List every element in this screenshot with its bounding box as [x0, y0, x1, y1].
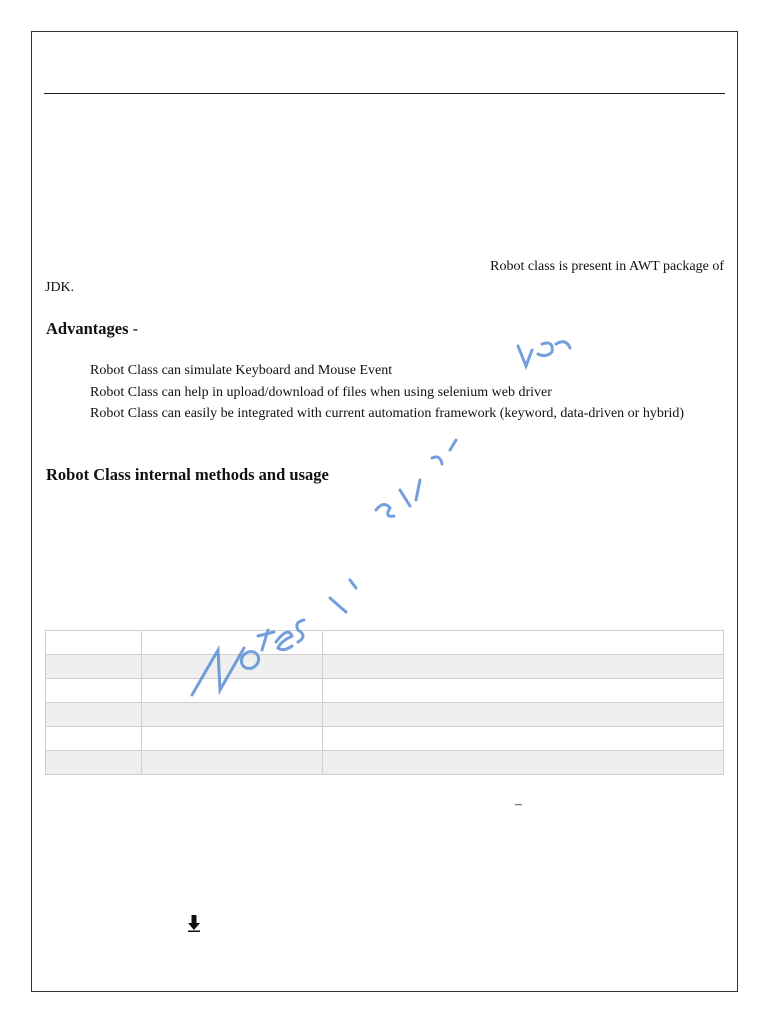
intro-text-line2: JDK.: [45, 280, 75, 295]
table-cell: [142, 679, 323, 703]
table-cell: [46, 631, 142, 655]
table-cell: [46, 703, 142, 727]
methods-table: [45, 630, 724, 775]
table-cell: [142, 631, 323, 655]
table-cell: [46, 655, 142, 679]
methods-heading: Robot Class internal methods and usage: [46, 465, 329, 484]
advantages-heading-text: Advantages: [46, 319, 129, 338]
header-rule: [44, 93, 725, 94]
stray-dash-mark: –: [515, 797, 522, 812]
table-cell: [323, 727, 724, 751]
table-cell: [323, 655, 724, 679]
table-cell: [323, 703, 724, 727]
table-cell: [46, 727, 142, 751]
table-cell: [323, 631, 724, 655]
list-item: Robot Class can help in upload/download of files when using selenium web driver: [90, 384, 552, 400]
advantages-list: [90, 360, 720, 425]
table-cell: [142, 727, 323, 751]
table-cell: [46, 751, 142, 775]
table-cell: [142, 751, 323, 775]
page-border: [31, 31, 738, 992]
table-cell: [323, 679, 724, 703]
list-item: Robot Class can simulate Keyboard and Mouse Event: [90, 363, 393, 378]
table-cell: [142, 655, 323, 679]
table-row: [46, 727, 724, 751]
down-arrow-icon: [187, 914, 201, 932]
table-cell: [142, 703, 323, 727]
advantages-heading-dash: -: [128, 319, 139, 338]
table-cell: [323, 751, 724, 775]
table-row: [46, 703, 724, 727]
table-row: [46, 655, 724, 679]
table-cell: [46, 679, 142, 703]
table-row: [46, 631, 724, 655]
advantages-heading: [46, 319, 138, 339]
intro-text-line1: Robot class is present in AWT package of: [490, 259, 724, 274]
list-item: Robot Class can easily be integrated with current automation framework (keyword, data-driven or hybrid): [90, 406, 685, 421]
table-row: [46, 679, 724, 703]
table-row: [46, 751, 724, 775]
